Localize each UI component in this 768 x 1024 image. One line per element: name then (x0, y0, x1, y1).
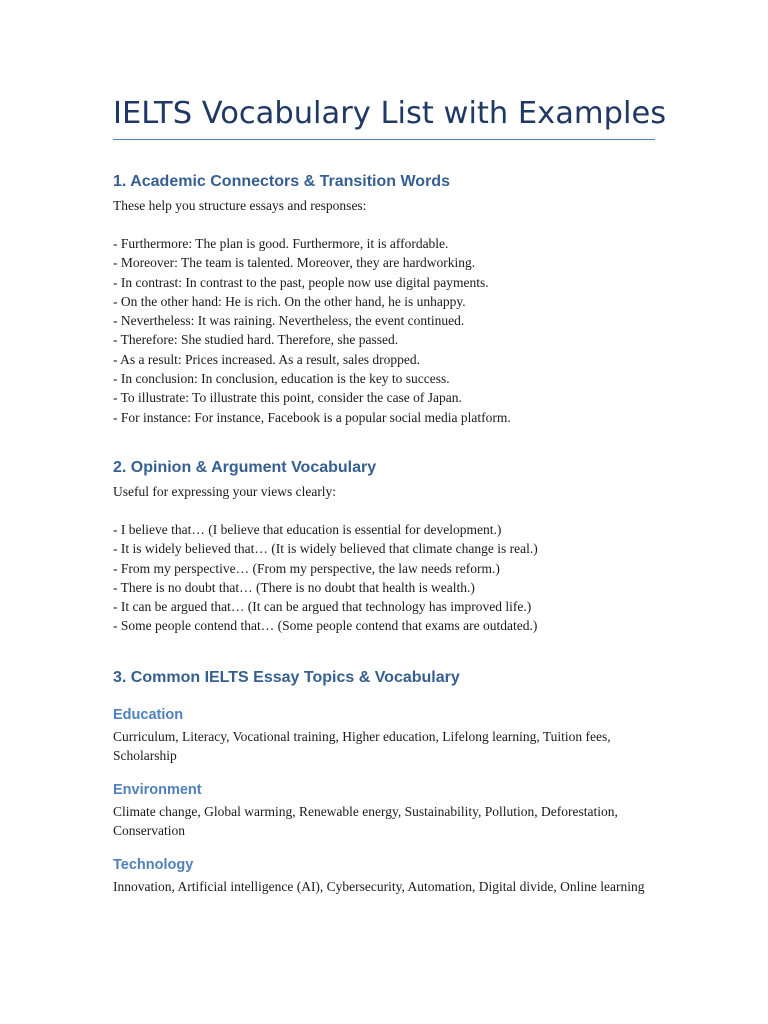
list-item: - There is no doubt that… (There is no doubt that health is wealth.) (113, 579, 475, 595)
list-item: - Therefore: She studied hard. Therefore, she passed. (113, 332, 399, 348)
section-heading-topics: 3. Common IELTS Essay Topics & Vocabulary (113, 669, 460, 686)
section-heading-opinion: 2. Opinion & Argument Vocabulary (113, 459, 377, 476)
section-heading-connectors: 1. Academic Connectors & Transition Words (113, 173, 450, 190)
title-underline (113, 139, 655, 140)
list-item: - It is widely believed that… (It is widely believed that climate change is real.) (113, 541, 538, 557)
section-intro-connectors: These help you structure essays and responses: (113, 198, 367, 213)
connectors-list (113, 234, 511, 427)
list-item: - Nevertheless: It was raining. Nevertheless, the event continued. (113, 313, 465, 329)
document-title: IELTS Vocabulary List with Examples (113, 96, 667, 131)
list-item: - Furthermore: The plan is good. Furthermore, it is affordable. (113, 236, 449, 251)
topic-words-environment: Climate change, Global warming, Renewable energy, Sustainability, Pollution, Deforestation, Conservation (113, 804, 618, 839)
topic-heading-technology: Technology (113, 857, 194, 873)
list-item: - I believe that… (I believe that education is essential for development.) (113, 522, 502, 537)
section-intro-opinion: Useful for expressing your views clearly: (113, 484, 337, 499)
list-item: - On the other hand: He is rich. On the other hand, he is unhappy. (113, 293, 466, 309)
list-item: - As a result: Prices increased. As a result, sales dropped. (113, 351, 421, 367)
opinion-list (113, 520, 538, 636)
list-item: - It can be argued that… (It can be argued that technology has improved life.) (113, 599, 532, 615)
list-item: - Some people contend that… (Some people contend that exams are outdated.) (113, 618, 538, 634)
list-item: - For instance: For instance, Facebook is a popular social media platform. (113, 409, 511, 425)
topic-words-education: Curriculum, Literacy, Vocational training, Higher education, Lifelong learning, Tuition fees, Scholarship (113, 729, 611, 764)
list-item: - In conclusion: In conclusion, education is the key to success. (113, 371, 450, 387)
topic-heading-environment: Environment (113, 782, 202, 798)
list-item: - From my perspective… (From my perspective, the law needs reform.) (113, 560, 500, 576)
list-item: - In contrast: In contrast to the past, people now use digital payments. (113, 274, 489, 290)
topic-words-technology: Innovation, Artificial intelligence (AI), Cybersecurity, Automation, Digital divide, Online learning (113, 879, 645, 894)
list-item: - Moreover: The team is talented. Moreover, they are hardworking. (113, 255, 476, 271)
topic-heading-education: Education (113, 707, 184, 723)
list-item: - To illustrate: To illustrate this point, consider the case of Japan. (113, 390, 462, 406)
